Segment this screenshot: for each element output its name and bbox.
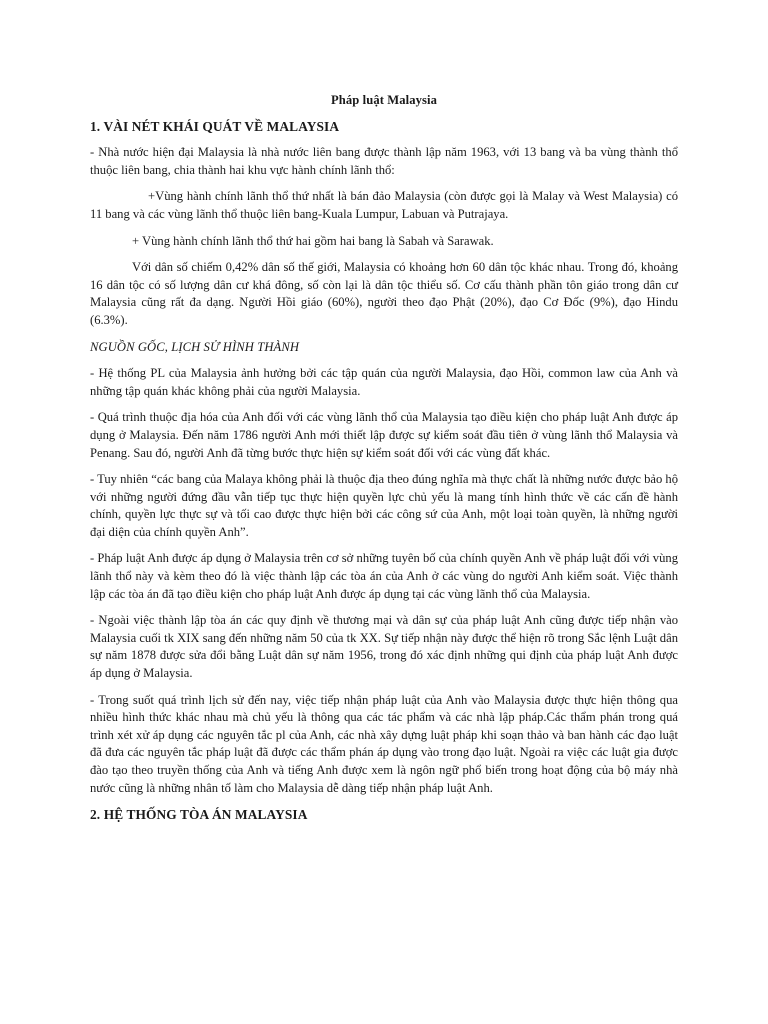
paragraph-origin-5: - Ngoài việc thành lập tòa án các quy định về thương mại và dân sự của pháp luật Anh cũng được tiếp nhận vào Malaysia cuối tk XIX sang đến những năm 50 của tk XX. Sự tiếp nhận này được thể hiện rõ trong Sắc lệnh Luật dân sự năm 1878 được sửa đổi bằng Luật dân sự năm 1956, trong đó xác định những qui định của pháp luật Anh được áp dụng ở Malaysia. <box>90 613 678 681</box>
paragraph-region-2: + Vùng hành chính lãnh thổ thứ hai gồm hai bang là Sabah và Sarawak. <box>132 233 494 248</box>
section-1-heading: 1. VÀI NÉT KHÁI QUÁT VỀ MALAYSIA <box>90 118 340 134</box>
document-title: Pháp luật Malaysia <box>330 93 438 107</box>
paragraph-region-1: +Vùng hành chính lãnh thổ thứ nhất là bán đảo Malaysia (còn được gọi là Malay và West Malaysia) có 11 bang và các vùng lãnh thổ thuộc liên bang-Kuala Lumpur, Labuan và Putrajaya. <box>90 189 678 221</box>
section-2-heading: 2. HỆ THỐNG TÒA ÁN MALAYSIA <box>90 807 308 823</box>
paragraph-origin-2: - Quá trình thuộc địa hóa của Anh đối với các vùng lãnh thổ của Malaysia tạo điều kiện cho pháp luật Anh được áp dụng ở Malaysia. Đến năm 1786 người Anh mới thiết lập được sự kiểm soát đầu tiên ở vùng lãnh thổ Malaysia và Penang. Sau đó, người Anh đã từng bước thực hiện sự kiểm soát đối với các vùng đất khác. <box>90 410 678 460</box>
paragraph-population: Với dân số chiếm 0,42% dân số thế giới, Malaysia có khoảng hơn 60 dân tộc khác nhau. Trong đó, khoảng 16 dân tộc có số lượng dân cư khá đông, số còn lại là dân tộc thiểu số. Cơ cấu thành phần tôn giáo trong dân cư Malaysia cũng rất đa dạng. Người Hồi giáo (60%), người theo đạo Phật (20%), đạo Cơ Đốc (9%), đạo Hindu (6.3%). <box>90 260 678 327</box>
paragraph-origin-6: - Trong suốt quá trình lịch sử đến nay, việc tiếp nhận pháp luật của Anh vào Malaysia được thực hiện thông qua nhiều hình thức khác nhau mà chủ yếu là thông qua các tác phẩm và các nhà lập pháp.Các thẩm phán trong quá trình xét xử áp dụng các nguyên tắc pl của Anh, các nhà xây dựng luật pháp khi soạn thảo và ban hành các đạo luật đã đưa các nguyên tắc pháp luật đã được các thẩm phán áp dụng vào trong đạo luật. Ngoài ra việc các luật gia được đào tạo theo truyền thống của Anh và tiếng Anh được xem là ngôn ngữ phổ biến trong hoạt động của bộ máy nhà nước cũng là những nhân tố làm cho Malaysia dễ dàng tiếp nhận pháp luật Anh. <box>90 692 678 795</box>
paragraph-origin-1: - Hệ thống PL của Malaysia ảnh hưởng bởi các tập quán của người Malaysia, đạo Hồi, common law của Anh và những tập quán khác không phải của người Malaysia. <box>90 366 678 398</box>
paragraph-origin-4: - Pháp luật Anh được áp dụng ở Malaysia trên cơ sở những tuyên bố của chính quyền Anh về pháp luật đối với vùng lãnh thổ này và kèm theo đó là việc thành lập các tòa án của Anh ở các vùng do người Anh kiểm soát. Việc thành lập các tòa án đã tạo điều kiện cho pháp luật Anh được áp dụng tại các vùng lãnh thổ của Malaysia. <box>90 551 678 601</box>
paragraph-intro: - Nhà nước hiện đại Malaysia là nhà nước liên bang được thành lập năm 1963, với 13 bang và ba vùng thành thổ thuộc liên bang, chia thành hai khu vực hành chính lãnh thổ: <box>90 145 678 177</box>
origin-subheading: NGUỒN GỐC, LỊCH SỬ HÌNH THÀNH <box>90 339 300 354</box>
paragraph-origin-3: - Tuy nhiên “các bang của Malaya không phải là thuộc địa theo đúng nghĩa mà thực chất là những nước được bảo hộ với những người đứng đầu vẫn tiếp tục thực hiện quyền lực chủ yếu là mang tính hình thức về các cấn đề hành chính, quyền lực thực sự và tối cao được thực hiện bởi các công sứ của Anh, một loại toàn quyền, là những người đại diện của chính quyền Anh”. <box>90 472 678 539</box>
document-page <box>90 92 678 833</box>
